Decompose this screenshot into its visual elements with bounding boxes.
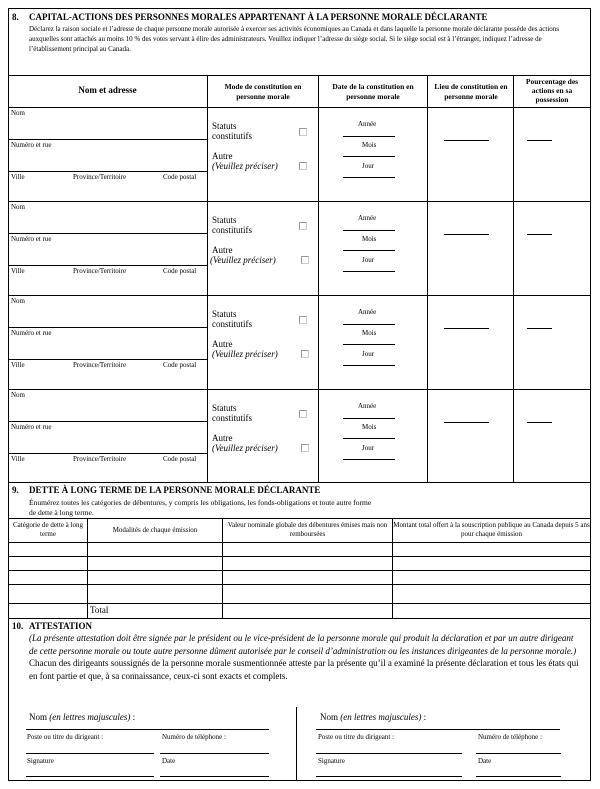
input-annee[interactable] [343, 324, 395, 325]
label-statuts: Statuts [212, 403, 237, 413]
label-mois: Mois [362, 235, 377, 243]
input-signature-left[interactable] [26, 776, 154, 777]
input-pourcentage[interactable] [527, 140, 552, 141]
section9-instructions-1: Énumérez toutes les catégories de débentures, y compris les obligations, les fonds-obligations et toute autre forme [29, 498, 372, 507]
col-valeur: Valeur nominale globale des débentures émises mais non remboursées [227, 521, 388, 538]
col-montant: Montant total offert à la souscription publique au Canada depuis 5 ans pour chaque émission [393, 521, 590, 538]
input-nom-right[interactable] [316, 729, 560, 730]
label-preciser: (Veuillez préciser) [212, 443, 278, 453]
label-telephone-left: Numéro de téléphone : [162, 733, 226, 741]
label-code-postal: Code postal [163, 267, 197, 275]
label-signature-right: Signature [318, 757, 345, 765]
label-constitutifs: constitutifs [212, 319, 252, 329]
input-annee[interactable] [343, 136, 395, 137]
label-province: Province/Territoire [73, 361, 127, 369]
debt-row[interactable] [8, 584, 591, 603]
label-annee: Année [358, 214, 377, 222]
section8-instructions: Déclarez la raison sociale et l’adresse de chaque personne morale autorisée à exercer ses activités économiques au Canada et dans laquelle la personne morale déclarante possède des actions auxquelles sont attachés au moins 10 % des votes servant à élire des administrateurs. Veuillez indiquer l’adresse du siège social. Si le siège social est à l’étranger, indiquez l’adresse de l’établissement principal au Canada. [29, 25, 560, 53]
input-mois[interactable] [343, 250, 395, 251]
input-poste-left[interactable] [26, 753, 154, 754]
label-ville: Ville [11, 455, 25, 463]
label-code-postal: Code postal [163, 173, 197, 181]
label-numero-rue: Numéro et rue [11, 329, 52, 337]
section10-italic-text: (La présente attestation doit être signée par le président ou le vice-président de la personne morale qui produit la déclaration et par un autre dirigeant de cette personne morale ou toute autre personne dûment autorisée par le conseil d’administration ou les instances dirigeantes de la personne morale.) [29, 633, 577, 656]
label-province: Province/Territoire [73, 267, 127, 275]
label-preciser: (Veuillez préciser) [210, 255, 276, 265]
input-jour[interactable] [343, 365, 395, 366]
section10-title: ATTESTATION [29, 621, 93, 631]
input-mois[interactable] [343, 438, 395, 439]
checkbox-autre[interactable] [301, 444, 309, 452]
attest-left-nom: Nom (en lettres majuscules) : [29, 712, 136, 722]
input-date-left[interactable] [160, 776, 269, 777]
label-telephone-right: Numéro de téléphone : [478, 733, 542, 741]
section9-title: DETTE À LONG TERME DE LA PERSONNE MORALE DÉCLARANTE [29, 485, 321, 495]
input-nom-left[interactable] [26, 729, 269, 730]
checkbox-statuts[interactable] [299, 410, 307, 418]
label-statuts: Statuts [212, 121, 237, 131]
label-annee: Année [358, 402, 377, 410]
checkbox-statuts[interactable] [299, 316, 307, 324]
label-annee: Année [358, 308, 377, 316]
label-mois: Mois [362, 141, 377, 149]
col-categorie: Catégorie de dette à long terme [13, 521, 83, 538]
label-date-left: Date [162, 757, 176, 765]
section9-instructions-2: de dette à long terme. [29, 508, 94, 517]
label-date-right: Date [478, 757, 492, 765]
col-name-address: Nom et adresse [78, 85, 137, 95]
input-lieu[interactable] [444, 422, 489, 423]
label-preciser: (Veuillez préciser) [212, 161, 278, 171]
label-constitutifs: constitutifs [212, 225, 252, 235]
label-numero-rue: Numéro et rue [11, 423, 52, 431]
label-ville: Ville [11, 361, 25, 369]
checkbox-statuts[interactable] [299, 128, 307, 136]
col-mode: Mode de constitution en personne morale [224, 82, 302, 101]
input-annee[interactable] [343, 418, 395, 419]
input-jour[interactable] [343, 271, 395, 272]
input-pourcentage[interactable] [527, 234, 552, 235]
label-ville: Ville [11, 267, 25, 275]
label-nom: Nom [11, 297, 25, 305]
input-poste-right[interactable] [316, 753, 462, 754]
section9-number: 9. [12, 485, 19, 495]
col-place: Lieu de constitution en personne morale [434, 82, 508, 101]
input-signature-right[interactable] [316, 776, 462, 777]
label-poste-left: Poste ou titre du dirigeant : [27, 733, 104, 741]
input-jour[interactable] [343, 177, 395, 178]
input-lieu[interactable] [444, 328, 489, 329]
checkbox-statuts[interactable] [299, 222, 307, 230]
checkbox-autre[interactable] [301, 350, 309, 358]
input-jour[interactable] [343, 459, 395, 460]
label-autre: Autre [212, 339, 233, 349]
input-mois[interactable] [343, 344, 395, 345]
input-date-right[interactable] [476, 776, 561, 777]
input-lieu[interactable] [444, 234, 489, 235]
label-mois: Mois [362, 329, 377, 337]
input-pourcentage[interactable] [527, 328, 552, 329]
label-nom: Nom [11, 109, 25, 117]
label-numero-rue: Numéro et rue [11, 141, 52, 149]
label-signature-left: Signature [27, 757, 54, 765]
label-mois: Mois [362, 423, 377, 431]
label-autre: Autre [212, 433, 233, 443]
label-nom: Nom [11, 203, 25, 211]
label-statuts: Statuts [212, 309, 237, 319]
checkbox-autre[interactable] [301, 256, 309, 264]
total-label: Total [90, 605, 109, 615]
label-code-postal: Code postal [163, 455, 197, 463]
label-annee: Année [358, 120, 377, 128]
label-autre: Autre [212, 151, 233, 161]
label-province: Province/Territoire [73, 173, 127, 181]
label-ville: Ville [11, 173, 25, 181]
label-nom: Nom [11, 391, 25, 399]
label-jour: Jour [362, 162, 375, 170]
input-mois[interactable] [343, 156, 395, 157]
label-province: Province/Territoire [73, 455, 127, 463]
col-percent: Pourcentage des actions en sa possession [525, 77, 579, 104]
input-lieu[interactable] [444, 140, 489, 141]
col-date: Date de la constitution en personne morale [332, 82, 414, 101]
label-constitutifs: constitutifs [212, 131, 252, 141]
label-constitutifs: constitutifs [212, 413, 252, 423]
label-statuts: Statuts [212, 215, 237, 225]
section10-text [29, 632, 581, 682]
attest-right-nom: Nom (en lettres majuscules) : [320, 712, 427, 722]
input-telephone-right[interactable] [476, 753, 561, 754]
debt-row[interactable] [8, 542, 591, 556]
label-poste-right: Poste ou titre du dirigeant : [318, 733, 395, 741]
label-jour: Jour [362, 444, 375, 452]
checkbox-autre[interactable] [299, 162, 307, 170]
label-jour: Jour [362, 350, 375, 358]
label-numero-rue: Numéro et rue [11, 235, 52, 243]
section8-title: CAPITAL-ACTIONS DES PERSONNES MORALES APPARTENANT À LA PERSONNE MORALE DÉCLARANTE [29, 12, 488, 22]
label-autre: Autre [212, 245, 233, 255]
section10-body-text: Chacun des dirigeants soussignés de la personne morale susmentionnée atteste par la présente qu’il a examiné la présente déclaration et tous les états qui en font partie et que, à sa connaissance, ceux-ci sont exacts et complets. [29, 658, 579, 681]
input-telephone-left[interactable] [160, 753, 269, 754]
section10-number: 10. [12, 621, 24, 631]
label-preciser: (Veuillez préciser) [212, 349, 278, 359]
col-modalites: Modalités de chaque émission [112, 526, 198, 534]
debt-row[interactable] [8, 570, 591, 584]
section8-number: 8. [12, 12, 19, 22]
input-pourcentage[interactable] [527, 422, 552, 423]
input-annee[interactable] [343, 230, 395, 231]
debt-row[interactable] [8, 556, 591, 570]
label-jour: Jour [362, 256, 375, 264]
label-code-postal: Code postal [163, 361, 197, 369]
